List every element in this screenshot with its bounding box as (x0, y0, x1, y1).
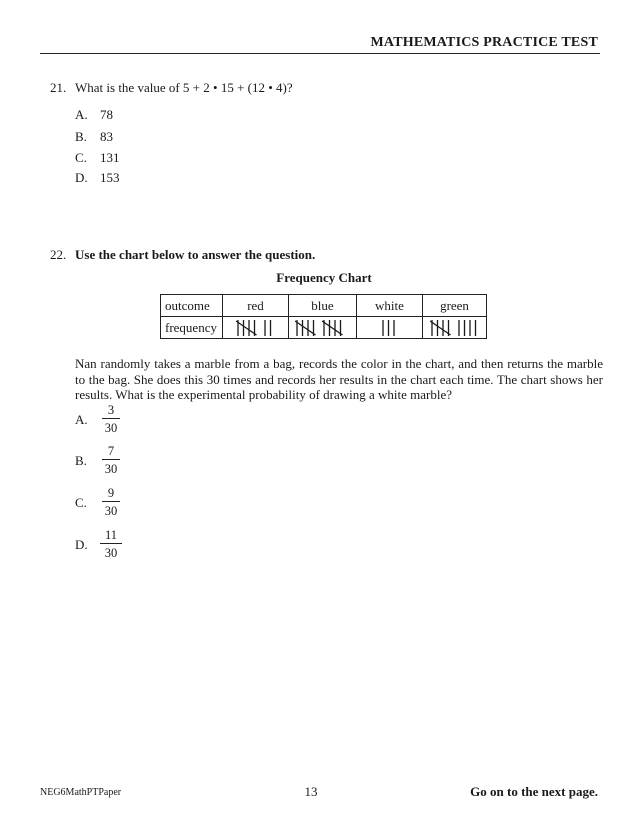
page-header-title: MATHEMATICS PRACTICE TEST (370, 35, 598, 50)
choice-letter: C. (75, 495, 87, 510)
question-22-paragraph: Nan randomly takes a marble from a bag, records the color in the chart, and then returns the marble to the bag. She does this 30 times and records her results in the chart each time. The chart shows her results. What is the experimental probability of drawing a white marble? (75, 356, 603, 402)
row-header-outcome: outcome (161, 295, 223, 317)
tally-red (223, 317, 289, 339)
tally-white (357, 317, 423, 339)
q21-choice-a[interactable] (75, 107, 113, 123)
fraction-denominator: 30 (104, 462, 118, 476)
fraction-numerator: 7 (107, 444, 115, 458)
choice-letter: D. (75, 170, 88, 185)
frequency-chart-table (160, 294, 487, 339)
q21-choice-b[interactable] (75, 129, 113, 145)
choice-value: 78 (100, 107, 113, 122)
choice-letter: B. (75, 453, 87, 468)
outcome-red: red (223, 295, 289, 317)
footer-code: NEG6MathPTPaper (40, 787, 122, 798)
outcome-row (161, 295, 487, 317)
tally-blue (289, 317, 357, 339)
choice-letter: A. (75, 107, 88, 122)
fraction-denominator: 30 (104, 546, 118, 560)
outcome-white: white (357, 295, 423, 317)
choice-letter: C. (75, 150, 87, 165)
fraction-bar (102, 501, 120, 502)
row-header-frequency: frequency (161, 317, 223, 339)
fraction-numerator: 9 (107, 486, 115, 500)
tally-stroke (322, 321, 343, 335)
question-21-text: What is the value of 5 + 2 • 15 + (12 • 4)? (75, 80, 293, 95)
fraction-denominator: 30 (104, 421, 118, 435)
frequency-row (161, 317, 487, 339)
choice-value: 131 (100, 150, 120, 165)
tally-marks-icon (236, 318, 275, 338)
fraction-numerator: 3 (107, 403, 115, 417)
question-22-instruction: Use the chart below to answer the question. (75, 247, 316, 262)
q21-choice-c[interactable] (75, 150, 120, 166)
outcome-green: green (423, 295, 487, 317)
tally-green (423, 317, 487, 339)
question-21-number: 21. (50, 80, 67, 95)
q21-choice-d[interactable] (75, 170, 120, 186)
choice-letter: B. (75, 129, 87, 144)
page-number: 13 (304, 784, 318, 799)
fraction (102, 403, 120, 435)
tally-stroke (430, 321, 451, 335)
fraction (100, 528, 122, 560)
fraction (102, 486, 120, 518)
tally-marks-icon (430, 318, 480, 338)
frequency-chart-title: Frequency Chart (276, 270, 372, 285)
next-page-note: Go on to the next page. (470, 784, 598, 799)
fraction-bar (102, 418, 120, 419)
tally-marks-icon (295, 318, 350, 338)
tally-marks-icon (381, 318, 398, 338)
choice-value: 153 (100, 170, 120, 185)
fraction-numerator: 11 (104, 528, 118, 542)
fraction-denominator: 30 (104, 504, 118, 518)
question-22-number: 22. (50, 247, 67, 262)
fraction-bar (100, 543, 122, 544)
fraction (102, 444, 120, 476)
choice-value: 83 (100, 129, 113, 144)
outcome-blue: blue (289, 295, 357, 317)
choice-letter: A. (75, 412, 88, 427)
choice-letter: D. (75, 537, 88, 552)
header-rule (40, 53, 600, 54)
tally-stroke (236, 321, 257, 335)
tally-stroke (295, 321, 316, 335)
fraction-bar (102, 459, 120, 460)
